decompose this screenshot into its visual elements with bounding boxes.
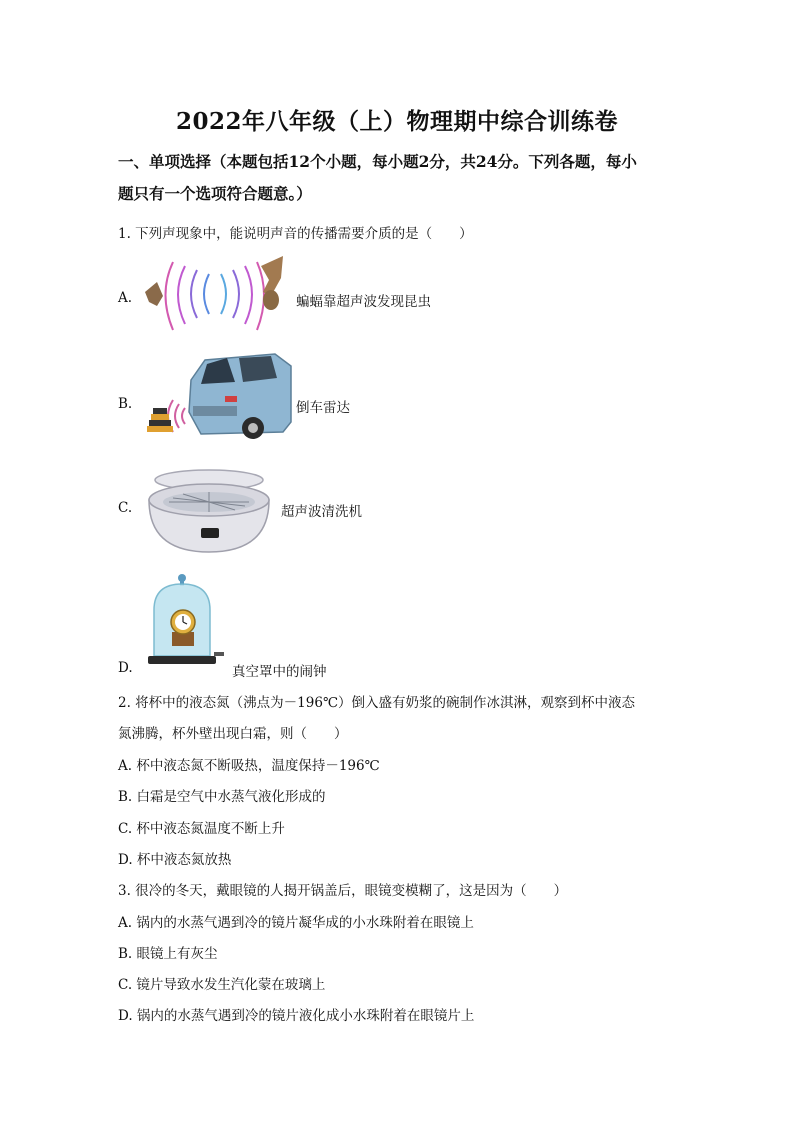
q2-option-b: B. 白霜是空气中水蒸气液化形成的 (118, 789, 326, 805)
q3-option-b: B. 眼镜上有灰尘 (118, 946, 218, 962)
q2-option-a: A. 杯中液态氮不断吸热，温度保持－196℃ (118, 758, 380, 774)
question-2-stem-line2: 氮沸腾，杯外壁出现白霜，则（ ） (118, 726, 348, 742)
page-title: 2022年八年级（上）物理期中综合训练卷 (175, 108, 618, 135)
q1-option-a-letter: A. (118, 290, 133, 306)
q1-option-d-letter: D. (118, 660, 133, 676)
section-heading (118, 146, 688, 210)
q3-option-a: A. 锅内的水蒸气遇到冷的镜片凝华成的小水珠附着在眼镜上 (118, 915, 474, 931)
section-heading-line1: 一、单项选择（本题包括12个小题，每小题2分，共24分。下列各题，每小 (118, 152, 637, 171)
q1-option-c-letter: C. (118, 500, 133, 516)
q3-option-c: C. 镜片导致水发生汽化蒙在玻璃上 (118, 977, 326, 993)
car-reversing-radar-icon (143, 352, 293, 442)
bell-jar-alarm-clock-icon (146, 570, 226, 670)
question-3-stem: 3. 很冷的冬天，戴眼镜的人揭开锅盖后，眼镜变模糊了，这是因为（ ） (118, 883, 568, 899)
q1-option-b-text: 倒车雷达 (296, 400, 350, 416)
q3-option-d: D. 锅内的水蒸气遇到冷的镜片液化成小水珠附着在眼镜片上 (118, 1008, 475, 1024)
q2-option-d: D. 杯中液态氮放热 (118, 852, 232, 868)
ultrasonic-cleaner-icon (143, 466, 278, 556)
bat-echolocation-icon (143, 252, 293, 337)
section-heading-line2: 题只有一个选项符合题意。） (118, 184, 312, 203)
q1-option-b-letter: B. (118, 396, 133, 412)
q1-option-a-text: 蝙蝠靠超声波发现昆虫 (296, 294, 431, 310)
q1-option-d-text: 真空罩中的闹钟 (232, 664, 327, 680)
q1-option-c-text: 超声波清洗机 (281, 504, 362, 520)
question-2-stem-line1: 2. 将杯中的液态氮（沸点为－196℃）倒入盛有奶浆的碗制作冰淇淋，观察到杯中液态 (118, 695, 636, 711)
q2-option-c: C. 杯中液态氮温度不断上升 (118, 821, 285, 837)
question-1-stem: 1. 下列声现象中，能说明声音的传播需要介质的是（ ） (118, 226, 473, 242)
